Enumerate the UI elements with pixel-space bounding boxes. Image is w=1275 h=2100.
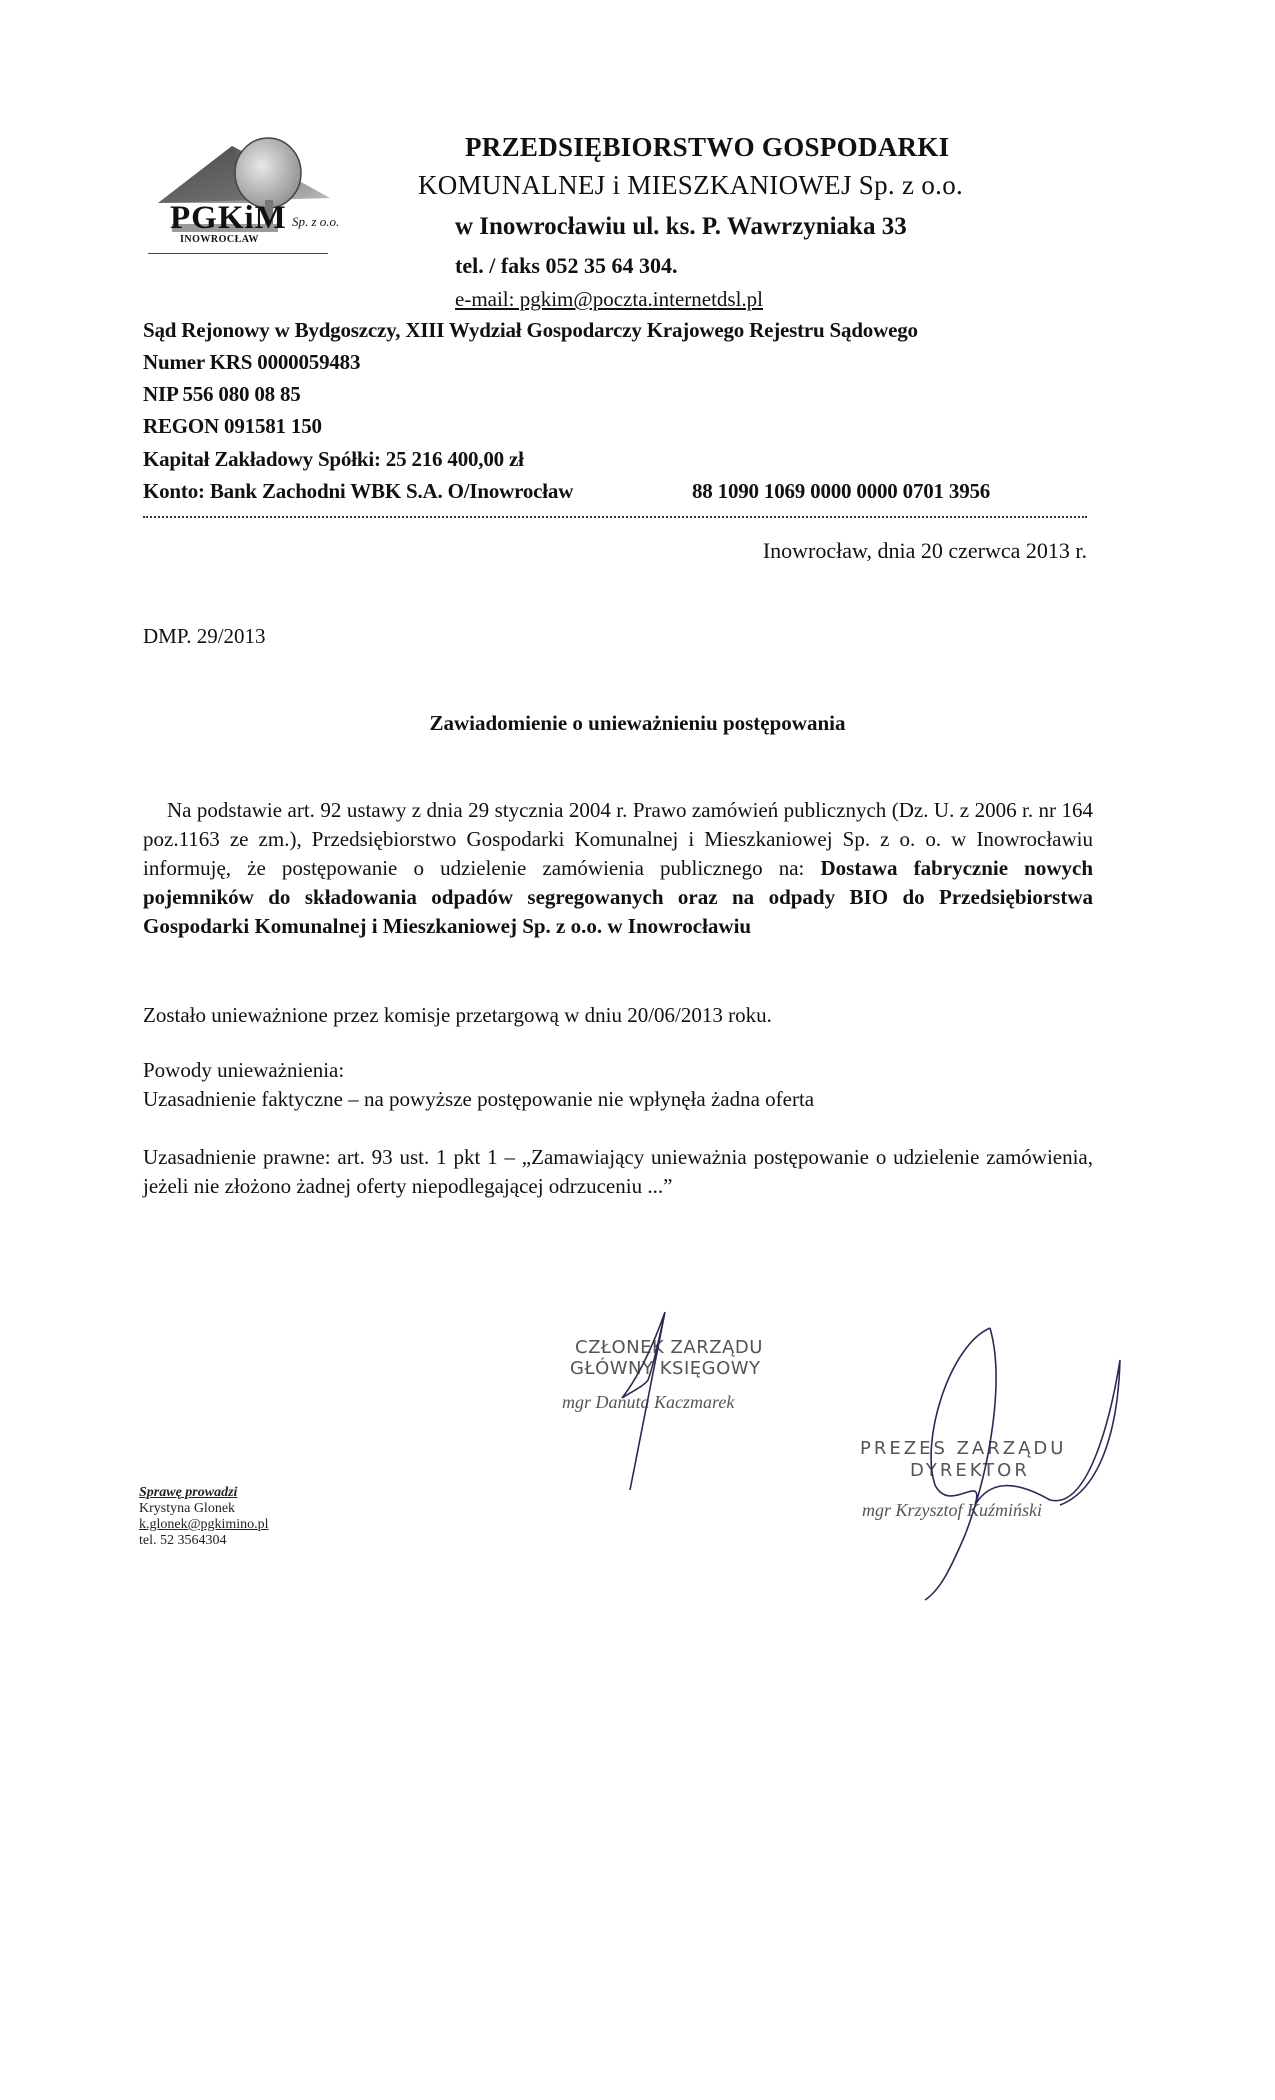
company-name-line1: PRZEDSIĘBIORSTWO GOSPODARKI bbox=[465, 132, 950, 162]
stamp-left-name: mgr Danuta Kaczmarek bbox=[562, 1392, 735, 1412]
body-intro: Na podstawie art. 92 ustawy z dnia 29 stycznia 2004 r. Prawo zamówień publicznych (Dz. U. z 2006 r. nr 164 poz.1163 ze zm.), Przedsiębiorstwo Gospodarki Komunalnej i Mieszkaniowej Sp. z o. o. w Inowrocławiu informuję, że postępowanie o udzielenie zamówienia publicznego na: bbox=[143, 798, 1093, 880]
place-date: Inowrocław, dnia 20 czerwca 2013 r. bbox=[762, 538, 1087, 563]
case-handler-name: Krystyna Glonek bbox=[139, 1501, 236, 1516]
stamp-right-line1: PREZES ZARZĄDU bbox=[860, 1438, 1067, 1459]
body-paragraph-1 bbox=[143, 796, 1093, 941]
registry-capital: Kapitał Zakładowy Spółki: 25 216 400,00 zł bbox=[143, 447, 524, 471]
logo-abbrev: PGKiM bbox=[170, 200, 287, 236]
stamp-right-name: mgr Krzysztof Kuźmiński bbox=[862, 1500, 1043, 1520]
stamp-right-line2: DYREKTOR bbox=[910, 1460, 1030, 1481]
case-handler-phone: tel. 52 3564304 bbox=[139, 1533, 227, 1548]
stamp-left-line1: CZŁONEK ZARZĄDU bbox=[575, 1337, 763, 1358]
registry-account-number: 88 1090 1069 0000 0000 0701 3956 bbox=[692, 479, 991, 503]
company-name-line2: KOMUNALNEJ i MIESZKANIOWEJ Sp. z o.o. bbox=[418, 170, 964, 200]
signature-right-icon bbox=[880, 1320, 1130, 1610]
case-handler-email-link[interactable]: k.glonek@pgkimino.pl bbox=[139, 1517, 269, 1532]
company-phone: tel. / faks 052 35 64 304. bbox=[455, 253, 678, 278]
case-handler-label: Sprawę prowadzi bbox=[139, 1485, 238, 1500]
company-email-link[interactable]: e-mail: pgkim@poczta.internetdsl.pl bbox=[455, 287, 764, 311]
registry-nip: NIP 556 080 08 85 bbox=[143, 382, 301, 406]
logo-underline bbox=[148, 253, 328, 254]
header-divider bbox=[143, 512, 1087, 518]
logo-city: INOWROCŁAW bbox=[180, 234, 259, 245]
company-address: w Inowrocławiu ul. ks. P. Wawrzyniaka 33 bbox=[455, 213, 907, 240]
reason-legal: Uzasadnienie prawne: art. 93 ust. 1 pkt 1 – „Zamawiający unieważnia postępowanie o udzielenie zamówienia, jeżeli nie złożono żadnej oferty niepodlegającej odrzuceniu ...” bbox=[143, 1145, 1093, 1198]
procurement-subject: Dostawa fabrycznie nowych pojemników do składowania odpadów segregowanych oraz na odpady BIO do Przedsiębiorstwa Gospodarki Komunalnej i Mieszkaniowej Sp. z o.o. w Inowrocławiu bbox=[143, 856, 1093, 938]
registry-account-bank: Konto: Bank Zachodni WBK S.A. O/Inowrocław bbox=[143, 479, 574, 503]
registry-krs: Numer KRS 0000059483 bbox=[143, 350, 361, 374]
reasons-label: Powody unieważnienia: bbox=[143, 1058, 345, 1082]
reason-factual: Uzasadnienie faktyczne – na powyższe postępowanie nie wpłynęła żadna oferta bbox=[143, 1087, 815, 1111]
stamp-left-line2: GŁÓWNY KSIĘGOWY bbox=[570, 1358, 761, 1379]
case-handler-block bbox=[139, 1485, 269, 1549]
registry-court: Sąd Rejonowy w Bydgoszczy, XIII Wydział Gospodarczy Krajowego Rejestru Sądowego bbox=[143, 318, 918, 342]
reference-number: DMP. 29/2013 bbox=[143, 624, 266, 648]
logo-suffix: Sp. z o.o. bbox=[292, 214, 340, 229]
company-logo bbox=[140, 128, 360, 248]
registry-regon: REGON 091581 150 bbox=[143, 414, 322, 438]
document-title: Zawiadomienie o unieważnieniu postępowania bbox=[429, 711, 846, 735]
signature-left-icon bbox=[600, 1300, 680, 1500]
body-paragraph-2: Zostało unieważnione przez komisje przetargową w dniu 20/06/2013 roku. bbox=[143, 1003, 772, 1027]
